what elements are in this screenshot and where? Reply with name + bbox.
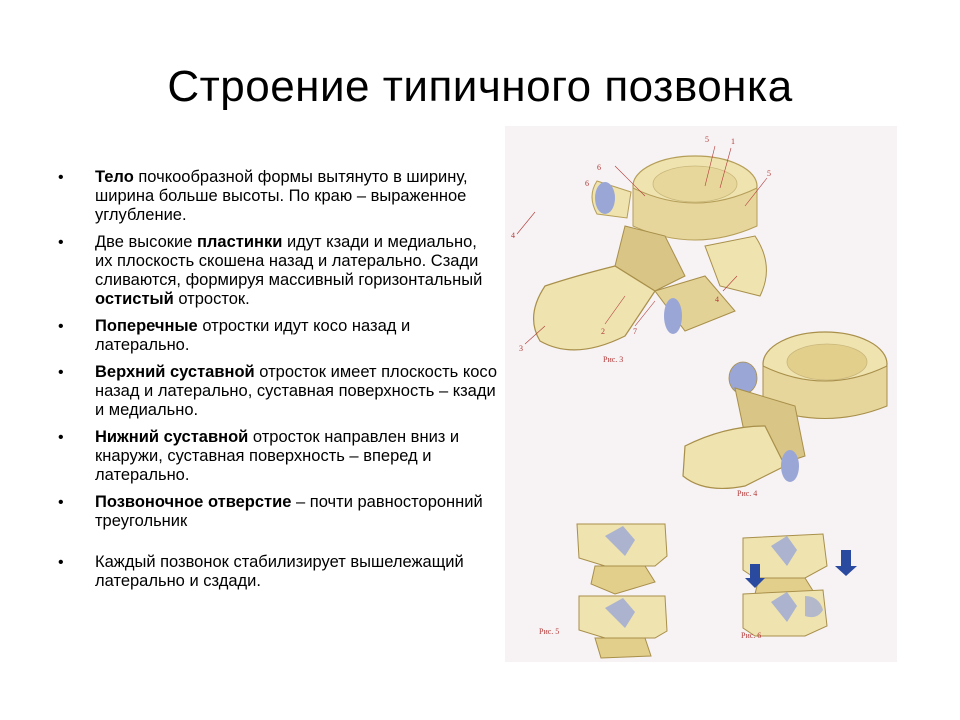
callout-number: 7 bbox=[633, 327, 637, 336]
figure-3-label: Рис. 3 bbox=[603, 355, 624, 364]
bullet-stability bbox=[58, 553, 498, 591]
bullet-text: – почти равносторонний треугольник bbox=[95, 493, 483, 530]
bullet-superior-articular bbox=[58, 363, 498, 420]
vertebra-illustration bbox=[505, 126, 897, 662]
bullet-inferior-articular bbox=[58, 428, 498, 485]
bullet-transverse bbox=[58, 317, 498, 355]
bullet-text: отросток имеет плоскость косо назад и латерально, суставная поверхность – кзади и медиально. bbox=[95, 363, 498, 419]
callout-number: 4 bbox=[715, 295, 719, 304]
bullet-bold: Поперечные bbox=[95, 317, 198, 335]
slide-title: Строение типичного позвонка bbox=[167, 62, 793, 111]
bullet-text: отростки идут косо назад и латерально. bbox=[95, 317, 411, 354]
callout-number: 5 bbox=[705, 135, 709, 144]
figure-6-label: Рис. 6 bbox=[741, 631, 762, 640]
figure-4-label: Рис. 4 bbox=[737, 489, 758, 498]
callout-number: 6 bbox=[585, 179, 589, 188]
bullet-text: отросток направлен вниз и кнаружи, суставная поверхность – вперед и латерально. bbox=[95, 428, 460, 484]
bullet-body bbox=[58, 168, 498, 225]
figure-6-stack bbox=[741, 534, 857, 640]
bullet-laminae bbox=[58, 233, 498, 309]
bullet-text: идут кзади и медиально, их плоскость скошена назад и латерально. Сзади сливаются, формируя массивный горизонтальный bbox=[95, 233, 483, 289]
callout-number: 2 bbox=[601, 327, 605, 336]
bullet-bold: Позвоночное отверстие bbox=[95, 493, 292, 511]
bullet-foramen bbox=[58, 493, 498, 531]
bullet-bold: Тело bbox=[95, 168, 134, 186]
bullet-bold: остистый bbox=[95, 290, 174, 308]
bullet-list bbox=[58, 168, 498, 591]
callout-number: 5 bbox=[767, 169, 771, 178]
figure-3-vertebra bbox=[511, 135, 771, 364]
callout-number: 6 bbox=[597, 163, 601, 172]
bullet-text: Две высокие bbox=[95, 233, 197, 251]
bullet-text: Каждый позвонок стабилизирует вышележащий латерально и сздади. bbox=[95, 553, 464, 590]
callout-number: 1 bbox=[731, 137, 735, 146]
callout-number: 3 bbox=[519, 344, 523, 353]
bullet-bold: Нижний суставной bbox=[95, 428, 249, 446]
down-arrow-icon bbox=[835, 550, 857, 576]
bullet-text: почкообразной формы вытянуто в ширину, ширина больше высоты. По краю – выраженное углубление. bbox=[95, 168, 468, 224]
bullet-text: отросток. bbox=[173, 290, 250, 308]
figure-5-stack bbox=[539, 524, 667, 658]
bullet-bold: пластинки bbox=[196, 233, 283, 251]
bullet-bold: Верхний суставной bbox=[95, 363, 255, 381]
figure-5-label: Рис. 5 bbox=[539, 627, 560, 636]
figure-4-vertebra bbox=[683, 332, 887, 498]
callout-number: 4 bbox=[511, 231, 515, 240]
vertebra-drawing bbox=[505, 126, 897, 662]
